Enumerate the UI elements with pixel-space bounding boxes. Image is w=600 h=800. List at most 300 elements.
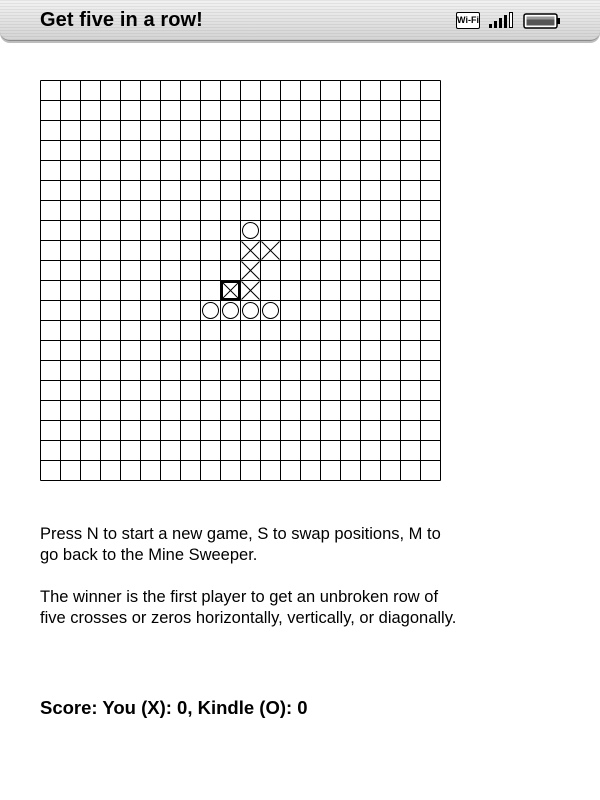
board-cell[interactable] bbox=[241, 81, 261, 101]
board-cell[interactable] bbox=[101, 161, 121, 181]
board-cell[interactable] bbox=[341, 381, 361, 401]
board-cell[interactable] bbox=[341, 401, 361, 421]
board-cell[interactable] bbox=[261, 401, 281, 421]
board-cell[interactable] bbox=[161, 101, 181, 121]
board-cell[interactable] bbox=[421, 381, 441, 401]
board-cell[interactable] bbox=[201, 401, 221, 421]
board-cell[interactable] bbox=[201, 81, 221, 101]
board-cell[interactable] bbox=[181, 421, 201, 441]
board-cell[interactable] bbox=[41, 321, 61, 341]
board-cell[interactable] bbox=[221, 361, 241, 381]
board-cell[interactable] bbox=[341, 141, 361, 161]
board-cell[interactable] bbox=[81, 141, 101, 161]
board-cell[interactable] bbox=[381, 181, 401, 201]
board-cell[interactable] bbox=[121, 421, 141, 441]
board-cell[interactable] bbox=[401, 421, 421, 441]
board-cell[interactable] bbox=[221, 161, 241, 181]
board-cell[interactable] bbox=[61, 201, 81, 221]
board-cell[interactable] bbox=[61, 381, 81, 401]
board-cell[interactable] bbox=[341, 421, 361, 441]
board-cell[interactable] bbox=[381, 421, 401, 441]
board-cell[interactable] bbox=[281, 341, 301, 361]
board-cell[interactable] bbox=[221, 81, 241, 101]
board-cell[interactable] bbox=[181, 161, 201, 181]
board-cell[interactable] bbox=[201, 221, 221, 241]
board-cell[interactable] bbox=[421, 341, 441, 361]
board-cell[interactable] bbox=[361, 141, 381, 161]
board-cell[interactable] bbox=[201, 421, 221, 441]
board-cell[interactable] bbox=[301, 181, 321, 201]
board-cell[interactable] bbox=[381, 361, 401, 381]
board-cell[interactable] bbox=[301, 361, 321, 381]
board-cell[interactable] bbox=[81, 241, 101, 261]
board-cell[interactable] bbox=[321, 321, 341, 341]
board-cell[interactable] bbox=[61, 261, 81, 281]
board-cell[interactable] bbox=[421, 361, 441, 381]
board-cell[interactable] bbox=[281, 201, 301, 221]
board-cell[interactable] bbox=[141, 381, 161, 401]
board-cell[interactable] bbox=[301, 221, 321, 241]
board-cell[interactable] bbox=[141, 81, 161, 101]
board-cell[interactable] bbox=[381, 321, 401, 341]
board-cell[interactable] bbox=[341, 441, 361, 461]
board-cell[interactable] bbox=[161, 141, 181, 161]
board-cell[interactable] bbox=[281, 141, 301, 161]
board-cell[interactable] bbox=[301, 261, 321, 281]
board-cell[interactable] bbox=[181, 221, 201, 241]
board-cell[interactable] bbox=[241, 381, 261, 401]
board-cell[interactable] bbox=[181, 361, 201, 381]
board-cell[interactable] bbox=[301, 201, 321, 221]
board-cell[interactable] bbox=[361, 321, 381, 341]
board-cell[interactable] bbox=[81, 401, 101, 421]
board-cell[interactable] bbox=[41, 341, 61, 361]
board-cell[interactable] bbox=[261, 201, 281, 221]
board-cell[interactable] bbox=[41, 281, 61, 301]
board-cell[interactable] bbox=[161, 121, 181, 141]
board-cell[interactable] bbox=[341, 181, 361, 201]
board-cell[interactable] bbox=[81, 461, 101, 481]
board-cell[interactable] bbox=[41, 181, 61, 201]
board-cell[interactable] bbox=[61, 461, 81, 481]
board-cell[interactable] bbox=[401, 181, 421, 201]
board-cell[interactable] bbox=[321, 421, 341, 441]
board-cell[interactable] bbox=[121, 101, 141, 121]
board-cell[interactable] bbox=[161, 241, 181, 261]
board-cell[interactable] bbox=[421, 141, 441, 161]
board-cell[interactable] bbox=[201, 201, 221, 221]
board-cell[interactable] bbox=[381, 261, 401, 281]
board-cell[interactable] bbox=[181, 281, 201, 301]
board-cell[interactable] bbox=[61, 401, 81, 421]
board-cell[interactable] bbox=[361, 181, 381, 201]
board-cell[interactable] bbox=[341, 461, 361, 481]
board-cell[interactable] bbox=[61, 281, 81, 301]
board-cell[interactable] bbox=[101, 181, 121, 201]
board-cell[interactable] bbox=[141, 241, 161, 261]
board-cell[interactable] bbox=[361, 81, 381, 101]
board-cell[interactable] bbox=[41, 201, 61, 221]
board-cell[interactable] bbox=[241, 421, 261, 441]
board-cell[interactable] bbox=[121, 381, 141, 401]
board-cell[interactable] bbox=[161, 461, 181, 481]
board-cell[interactable] bbox=[401, 321, 421, 341]
board-cell[interactable] bbox=[421, 461, 441, 481]
board-cell[interactable] bbox=[61, 181, 81, 201]
board-cell[interactable] bbox=[101, 421, 121, 441]
board-cell[interactable] bbox=[181, 241, 201, 261]
board-cell[interactable] bbox=[401, 441, 421, 461]
board-cell[interactable] bbox=[121, 201, 141, 221]
board-cell[interactable] bbox=[301, 421, 321, 441]
board-cell[interactable] bbox=[421, 101, 441, 121]
board-cell[interactable] bbox=[321, 121, 341, 141]
board-cell[interactable] bbox=[281, 441, 301, 461]
board-cell[interactable] bbox=[101, 401, 121, 421]
board-cell[interactable] bbox=[361, 241, 381, 261]
board-cell[interactable] bbox=[381, 141, 401, 161]
board-cell[interactable] bbox=[181, 201, 201, 221]
board-cell[interactable] bbox=[61, 421, 81, 441]
board-cell[interactable] bbox=[181, 461, 201, 481]
board-cell[interactable] bbox=[121, 441, 141, 461]
board-cell[interactable] bbox=[301, 241, 321, 261]
board-cell[interactable] bbox=[221, 261, 241, 281]
board-cell[interactable] bbox=[301, 441, 321, 461]
board-cell[interactable] bbox=[421, 421, 441, 441]
board-cell[interactable] bbox=[201, 141, 221, 161]
board-cell[interactable] bbox=[41, 261, 61, 281]
board-cell[interactable] bbox=[401, 241, 421, 261]
board-cell[interactable] bbox=[81, 181, 101, 201]
board-cell[interactable] bbox=[121, 321, 141, 341]
board-cell[interactable] bbox=[381, 281, 401, 301]
board-cell[interactable] bbox=[321, 361, 341, 381]
board-cell[interactable] bbox=[421, 181, 441, 201]
board-cell[interactable] bbox=[261, 341, 281, 361]
board-cell[interactable] bbox=[381, 201, 401, 221]
board-cell[interactable] bbox=[241, 101, 261, 121]
board-cell[interactable] bbox=[261, 261, 281, 281]
board-cell[interactable] bbox=[161, 81, 181, 101]
board-cell[interactable] bbox=[281, 301, 301, 321]
board-cell[interactable] bbox=[361, 381, 381, 401]
board-cell[interactable] bbox=[321, 241, 341, 261]
board-cell[interactable] bbox=[341, 101, 361, 121]
board-cell[interactable] bbox=[101, 281, 121, 301]
board-cell[interactable] bbox=[161, 341, 181, 361]
board-cell[interactable] bbox=[301, 121, 321, 141]
board-cell[interactable] bbox=[241, 361, 261, 381]
board-cell[interactable] bbox=[341, 201, 361, 221]
board-cell[interactable] bbox=[101, 121, 121, 141]
board-cell[interactable] bbox=[261, 161, 281, 181]
board-cell[interactable] bbox=[221, 201, 241, 221]
board-cell[interactable] bbox=[41, 421, 61, 441]
board-cell[interactable] bbox=[181, 381, 201, 401]
board-cell[interactable] bbox=[61, 121, 81, 141]
board-cell[interactable] bbox=[381, 461, 401, 481]
board-cell[interactable] bbox=[81, 81, 101, 101]
board-cell[interactable] bbox=[101, 221, 121, 241]
board-cell[interactable] bbox=[241, 441, 261, 461]
board-cell[interactable] bbox=[321, 301, 341, 321]
board-cell[interactable] bbox=[141, 201, 161, 221]
board-cell[interactable] bbox=[81, 281, 101, 301]
board-cell[interactable] bbox=[81, 421, 101, 441]
board-cell[interactable] bbox=[401, 461, 421, 481]
board-cell[interactable] bbox=[321, 221, 341, 241]
board-cell[interactable] bbox=[321, 341, 341, 361]
board-cell[interactable] bbox=[361, 281, 381, 301]
board-cell[interactable] bbox=[141, 141, 161, 161]
board-cell[interactable] bbox=[301, 101, 321, 121]
board-cell[interactable] bbox=[241, 321, 261, 341]
board-cell[interactable] bbox=[61, 241, 81, 261]
board-cell[interactable] bbox=[401, 361, 421, 381]
board-cell[interactable] bbox=[421, 121, 441, 141]
board-cell[interactable] bbox=[141, 461, 161, 481]
board-cell[interactable] bbox=[241, 141, 261, 161]
board-cell[interactable] bbox=[401, 401, 421, 421]
board-cell[interactable] bbox=[241, 181, 261, 201]
board-cell[interactable] bbox=[301, 81, 321, 101]
board-cell[interactable] bbox=[401, 301, 421, 321]
board-cell[interactable] bbox=[381, 101, 401, 121]
board-cell[interactable] bbox=[221, 181, 241, 201]
board-cell[interactable] bbox=[101, 461, 121, 481]
board-cell[interactable] bbox=[201, 441, 221, 461]
board-cell[interactable] bbox=[141, 401, 161, 421]
board-cell[interactable] bbox=[181, 321, 201, 341]
board-cell[interactable] bbox=[161, 201, 181, 221]
board-cell[interactable] bbox=[161, 381, 181, 401]
board-cell[interactable] bbox=[341, 341, 361, 361]
board-cell[interactable] bbox=[301, 301, 321, 321]
board-cell[interactable] bbox=[261, 101, 281, 121]
board-cell[interactable] bbox=[401, 381, 421, 401]
board-cell[interactable] bbox=[41, 161, 61, 181]
board-cell[interactable] bbox=[421, 221, 441, 241]
board-cell[interactable] bbox=[421, 281, 441, 301]
board-cell[interactable] bbox=[41, 301, 61, 321]
board-cell[interactable] bbox=[261, 361, 281, 381]
board-cell[interactable] bbox=[321, 101, 341, 121]
board-cell[interactable] bbox=[421, 401, 441, 421]
board-cell[interactable] bbox=[221, 321, 241, 341]
board-cell[interactable] bbox=[161, 221, 181, 241]
board-cell[interactable] bbox=[301, 161, 321, 181]
board-cell[interactable] bbox=[61, 221, 81, 241]
board-cell[interactable] bbox=[381, 81, 401, 101]
board-cell[interactable] bbox=[61, 141, 81, 161]
board-cell[interactable] bbox=[201, 181, 221, 201]
board-cell[interactable] bbox=[201, 361, 221, 381]
board-cell[interactable] bbox=[381, 121, 401, 141]
board-cell[interactable] bbox=[121, 81, 141, 101]
board-cell[interactable] bbox=[61, 361, 81, 381]
board-cell[interactable] bbox=[141, 101, 161, 121]
board-cell[interactable] bbox=[381, 341, 401, 361]
board-cell[interactable] bbox=[281, 81, 301, 101]
board-cell[interactable] bbox=[201, 101, 221, 121]
board-cell[interactable] bbox=[81, 441, 101, 461]
board-cell[interactable] bbox=[281, 321, 301, 341]
board-cell[interactable] bbox=[201, 161, 221, 181]
board-cell[interactable] bbox=[201, 261, 221, 281]
board-cell[interactable] bbox=[181, 81, 201, 101]
board-cell[interactable] bbox=[341, 361, 361, 381]
board-cell[interactable] bbox=[281, 221, 301, 241]
board-cell[interactable] bbox=[361, 301, 381, 321]
board-cell[interactable] bbox=[81, 161, 101, 181]
board-cell[interactable] bbox=[181, 341, 201, 361]
board-cell[interactable] bbox=[221, 141, 241, 161]
board-cell[interactable] bbox=[261, 441, 281, 461]
board-cell[interactable] bbox=[341, 81, 361, 101]
board-cell[interactable] bbox=[321, 201, 341, 221]
board-cell[interactable] bbox=[301, 141, 321, 161]
board-cell[interactable] bbox=[121, 361, 141, 381]
board-cell[interactable] bbox=[421, 321, 441, 341]
board-cell[interactable] bbox=[121, 221, 141, 241]
board-cell[interactable] bbox=[121, 141, 141, 161]
board-cell[interactable] bbox=[281, 461, 301, 481]
board-cell[interactable] bbox=[341, 161, 361, 181]
board-cell[interactable] bbox=[301, 321, 321, 341]
board-cell[interactable] bbox=[361, 461, 381, 481]
board-cell[interactable] bbox=[61, 81, 81, 101]
board-cell[interactable] bbox=[101, 361, 121, 381]
board-cell[interactable] bbox=[221, 421, 241, 441]
board-cell[interactable] bbox=[381, 381, 401, 401]
board-cell[interactable] bbox=[201, 461, 221, 481]
board-cell[interactable] bbox=[41, 361, 61, 381]
board-cell[interactable] bbox=[221, 381, 241, 401]
game-board[interactable] bbox=[40, 80, 441, 481]
board-cell[interactable] bbox=[301, 401, 321, 421]
board-cell[interactable] bbox=[81, 201, 101, 221]
board-cell[interactable] bbox=[41, 221, 61, 241]
board-cell[interactable] bbox=[321, 441, 341, 461]
board-cell[interactable] bbox=[401, 281, 421, 301]
board-cell[interactable] bbox=[281, 121, 301, 141]
board-cell[interactable] bbox=[141, 441, 161, 461]
board-cell[interactable] bbox=[121, 261, 141, 281]
board-cell[interactable] bbox=[141, 361, 161, 381]
board-cell[interactable] bbox=[321, 281, 341, 301]
board-cell[interactable] bbox=[401, 81, 421, 101]
board-cell[interactable] bbox=[41, 81, 61, 101]
board-cell[interactable] bbox=[421, 301, 441, 321]
board-cell[interactable] bbox=[101, 81, 121, 101]
board-cell[interactable] bbox=[341, 281, 361, 301]
board-cell[interactable] bbox=[81, 301, 101, 321]
board-cell[interactable] bbox=[361, 101, 381, 121]
board-cell[interactable] bbox=[61, 161, 81, 181]
board-cell[interactable] bbox=[141, 161, 161, 181]
board-cell[interactable] bbox=[81, 381, 101, 401]
board-cell[interactable] bbox=[421, 241, 441, 261]
board-cell[interactable] bbox=[281, 421, 301, 441]
board-cell[interactable] bbox=[41, 241, 61, 261]
board-cell[interactable] bbox=[221, 401, 241, 421]
board-cell[interactable] bbox=[361, 161, 381, 181]
board-cell[interactable] bbox=[401, 101, 421, 121]
board-cell[interactable] bbox=[81, 361, 101, 381]
board-cell[interactable] bbox=[321, 161, 341, 181]
board-cell[interactable] bbox=[181, 261, 201, 281]
board-cell[interactable] bbox=[361, 401, 381, 421]
board-cell[interactable] bbox=[121, 241, 141, 261]
board-cell[interactable] bbox=[361, 341, 381, 361]
board-cell[interactable] bbox=[81, 321, 101, 341]
board-cell[interactable] bbox=[261, 121, 281, 141]
board-cell[interactable] bbox=[301, 281, 321, 301]
board-cell[interactable] bbox=[121, 281, 141, 301]
board-cell[interactable] bbox=[141, 121, 161, 141]
board-cell[interactable] bbox=[381, 401, 401, 421]
board-cell[interactable] bbox=[161, 321, 181, 341]
board-cell[interactable] bbox=[141, 181, 161, 201]
board-cell[interactable] bbox=[241, 201, 261, 221]
board-cell[interactable] bbox=[181, 301, 201, 321]
board-cell[interactable] bbox=[201, 381, 221, 401]
board-cell[interactable] bbox=[341, 301, 361, 321]
board-cell[interactable] bbox=[41, 441, 61, 461]
board-cell[interactable] bbox=[161, 281, 181, 301]
board-cell[interactable] bbox=[141, 321, 161, 341]
board-cell[interactable] bbox=[221, 101, 241, 121]
board-cell[interactable] bbox=[41, 381, 61, 401]
board-cell[interactable] bbox=[141, 261, 161, 281]
board-cell[interactable] bbox=[281, 161, 301, 181]
board-cell[interactable] bbox=[141, 281, 161, 301]
board-cell[interactable] bbox=[121, 301, 141, 321]
board-cell[interactable] bbox=[101, 321, 121, 341]
board-cell[interactable] bbox=[181, 101, 201, 121]
board-cell[interactable] bbox=[221, 461, 241, 481]
board-cell[interactable] bbox=[361, 201, 381, 221]
board-cell[interactable] bbox=[181, 181, 201, 201]
board-cell[interactable] bbox=[261, 221, 281, 241]
board-cell[interactable] bbox=[281, 381, 301, 401]
board-cell[interactable] bbox=[161, 361, 181, 381]
board-cell[interactable] bbox=[81, 121, 101, 141]
board-cell[interactable] bbox=[301, 341, 321, 361]
board-cell[interactable] bbox=[321, 181, 341, 201]
board-cell[interactable] bbox=[281, 261, 301, 281]
board-cell[interactable] bbox=[61, 341, 81, 361]
board-cell[interactable] bbox=[421, 261, 441, 281]
board-cell[interactable] bbox=[121, 161, 141, 181]
board-cell[interactable] bbox=[161, 181, 181, 201]
board-cell[interactable] bbox=[221, 441, 241, 461]
board-cell[interactable] bbox=[261, 81, 281, 101]
board-cell[interactable] bbox=[121, 461, 141, 481]
board-cell[interactable] bbox=[41, 461, 61, 481]
board-cell[interactable] bbox=[341, 241, 361, 261]
board-cell[interactable] bbox=[261, 141, 281, 161]
board-cell[interactable] bbox=[281, 401, 301, 421]
board-cell[interactable] bbox=[421, 81, 441, 101]
board-cell[interactable] bbox=[81, 261, 101, 281]
board-cell[interactable] bbox=[261, 321, 281, 341]
board-cell[interactable] bbox=[161, 401, 181, 421]
board-cell[interactable] bbox=[361, 421, 381, 441]
board-cell[interactable] bbox=[281, 241, 301, 261]
board-cell[interactable] bbox=[101, 101, 121, 121]
